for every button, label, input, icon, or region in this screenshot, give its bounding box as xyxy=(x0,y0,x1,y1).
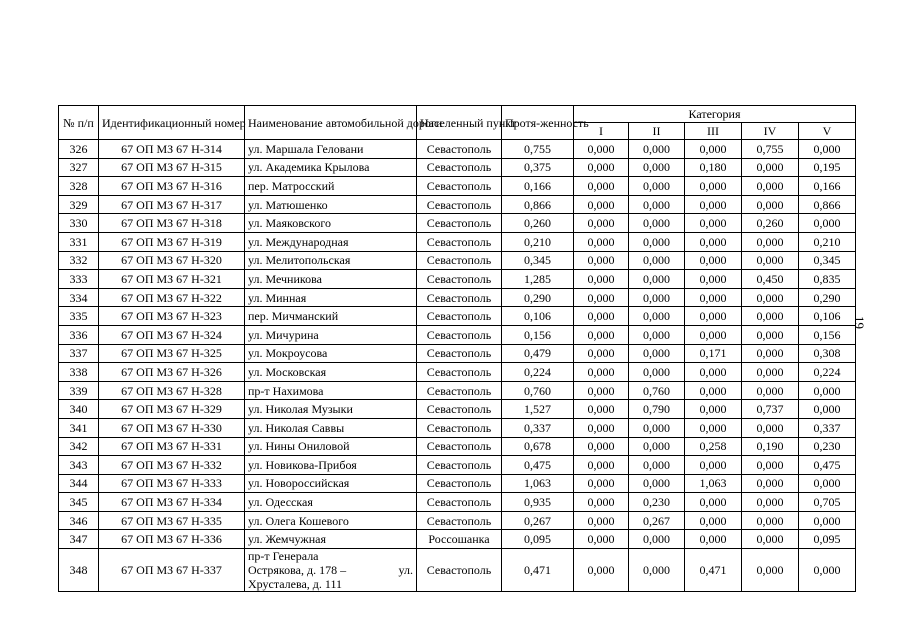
category-iv-value: 0,000 xyxy=(742,325,799,344)
category-iv-value: 0,000 xyxy=(742,530,799,549)
category-i-value: 0,000 xyxy=(574,195,629,214)
table-row xyxy=(59,456,856,475)
col-category-iv-header: IV xyxy=(742,123,799,140)
road-id: 67 ОП МЗ 67 Н-319 xyxy=(99,232,245,251)
category-ii-value: 0,000 xyxy=(629,140,685,159)
road-name: ул. Маяковского xyxy=(245,214,417,233)
category-iv-value: 0,000 xyxy=(742,549,799,592)
category-v-value: 0,156 xyxy=(799,325,856,344)
category-v-value: 0,000 xyxy=(799,474,856,493)
settlement: Севастополь xyxy=(417,195,502,214)
road-length: 0,095 xyxy=(502,530,574,549)
road-name: ул. Новороссийская xyxy=(245,474,417,493)
category-v-value: 0,337 xyxy=(799,418,856,437)
category-ii-value: 0,000 xyxy=(629,251,685,270)
row-number: 347 xyxy=(59,530,99,549)
road-id: 67 ОП МЗ 67 Н-331 xyxy=(99,437,245,456)
row-number: 334 xyxy=(59,288,99,307)
road-id: 67 ОП МЗ 67 Н-328 xyxy=(99,381,245,400)
category-iv-value: 0,000 xyxy=(742,177,799,196)
road-id: 67 ОП МЗ 67 Н-337 xyxy=(99,549,245,592)
category-ii-value: 0,000 xyxy=(629,363,685,382)
category-iv-value: 0,260 xyxy=(742,214,799,233)
category-i-value: 0,000 xyxy=(574,158,629,177)
category-iii-value: 0,000 xyxy=(685,214,742,233)
road-name: ул. Одесская xyxy=(245,493,417,512)
col-length-header: Протя-женность xyxy=(502,106,574,140)
col-category-iii-header: III xyxy=(685,123,742,140)
road-name: ул. Матюшенко xyxy=(245,195,417,214)
category-iv-value: 0,000 xyxy=(742,195,799,214)
settlement: Севастополь xyxy=(417,549,502,592)
road-length: 1,527 xyxy=(502,400,574,419)
category-iii-value: 0,000 xyxy=(685,251,742,270)
category-iii-value: 0,000 xyxy=(685,232,742,251)
category-ii-value: 0,000 xyxy=(629,530,685,549)
row-number: 327 xyxy=(59,158,99,177)
row-number: 336 xyxy=(59,325,99,344)
table-row xyxy=(59,511,856,530)
category-iv-value: 0,755 xyxy=(742,140,799,159)
settlement: Севастополь xyxy=(417,232,502,251)
category-i-value: 0,000 xyxy=(574,177,629,196)
category-ii-value: 0,000 xyxy=(629,288,685,307)
row-number: 332 xyxy=(59,251,99,270)
category-v-value: 0,000 xyxy=(799,381,856,400)
table-row xyxy=(59,195,856,214)
row-number: 348 xyxy=(59,549,99,592)
category-iv-value: 0,000 xyxy=(742,232,799,251)
settlement: Севастополь xyxy=(417,344,502,363)
road-length: 0,166 xyxy=(502,177,574,196)
road-length: 0,345 xyxy=(502,251,574,270)
category-i-value: 0,000 xyxy=(574,344,629,363)
category-i-value: 0,000 xyxy=(574,456,629,475)
settlement: Севастополь xyxy=(417,418,502,437)
category-iv-value: 0,000 xyxy=(742,307,799,326)
road-id: 67 ОП МЗ 67 Н-332 xyxy=(99,456,245,475)
category-ii-value: 0,790 xyxy=(629,400,685,419)
row-number: 338 xyxy=(59,363,99,382)
road-name-line: Хрусталева, д. 111 xyxy=(248,577,343,592)
category-iii-value: 0,000 xyxy=(685,381,742,400)
road-name: ул. Мечникова xyxy=(245,270,417,289)
road-name: пер. Мичманский xyxy=(245,307,417,326)
category-iv-value: 0,000 xyxy=(742,418,799,437)
road-id: 67 ОП МЗ 67 Н-317 xyxy=(99,195,245,214)
category-iv-value: 0,000 xyxy=(742,456,799,475)
col-settlement-header: Населенный пункт xyxy=(417,106,502,140)
category-v-value: 0,000 xyxy=(799,140,856,159)
road-id: 67 ОП МЗ 67 Н-336 xyxy=(99,530,245,549)
row-number: 331 xyxy=(59,232,99,251)
row-number: 337 xyxy=(59,344,99,363)
road-length: 0,471 xyxy=(502,549,574,592)
road-id: 67 ОП МЗ 67 Н-335 xyxy=(99,511,245,530)
road-id: 67 ОП МЗ 67 Н-334 xyxy=(99,493,245,512)
category-i-value: 0,000 xyxy=(574,307,629,326)
row-number: 333 xyxy=(59,270,99,289)
category-iv-value: 0,000 xyxy=(742,344,799,363)
category-v-value: 0,000 xyxy=(799,549,856,592)
category-iv-value: 0,737 xyxy=(742,400,799,419)
road-length: 0,260 xyxy=(502,214,574,233)
table-row xyxy=(59,214,856,233)
road-name-segment: ул. xyxy=(398,563,413,578)
category-i-value: 0,000 xyxy=(574,325,629,344)
road-name: ул. Минная xyxy=(245,288,417,307)
category-iii-value: 0,000 xyxy=(685,511,742,530)
category-v-value: 0,308 xyxy=(799,344,856,363)
col-road-name-header: Наименование автомобильной дороги xyxy=(245,106,417,140)
road-length: 0,337 xyxy=(502,418,574,437)
category-v-value: 0,000 xyxy=(799,400,856,419)
category-iii-value: 0,000 xyxy=(685,493,742,512)
table-row xyxy=(59,288,856,307)
category-iv-value: 0,450 xyxy=(742,270,799,289)
table-row xyxy=(59,251,856,270)
road-length: 0,224 xyxy=(502,363,574,382)
table-row xyxy=(59,493,856,512)
category-iii-value: 0,000 xyxy=(685,177,742,196)
category-ii-value: 0,000 xyxy=(629,549,685,592)
category-iii-value: 0,171 xyxy=(685,344,742,363)
table-row xyxy=(59,344,856,363)
category-iv-value: 0,000 xyxy=(742,363,799,382)
row-number: 342 xyxy=(59,437,99,456)
road-id: 67 ОП МЗ 67 Н-323 xyxy=(99,307,245,326)
row-number: 340 xyxy=(59,400,99,419)
road-name: ул. Московская xyxy=(245,363,417,382)
category-i-value: 0,000 xyxy=(574,511,629,530)
category-i-value: 0,000 xyxy=(574,270,629,289)
road-id: 67 ОП МЗ 67 Н-318 xyxy=(99,214,245,233)
table-row xyxy=(59,437,856,456)
category-iv-value: 0,000 xyxy=(742,381,799,400)
category-v-value: 0,475 xyxy=(799,456,856,475)
table-row xyxy=(59,177,856,196)
category-v-value: 0,290 xyxy=(799,288,856,307)
settlement: Севастополь xyxy=(417,140,502,159)
road-name: ул. Академика Крылова xyxy=(245,158,417,177)
road-name: пр-т Нахимова xyxy=(245,381,417,400)
category-i-value: 0,000 xyxy=(574,437,629,456)
road-name: ул. Маршала Геловани xyxy=(245,140,417,159)
road-length: 0,210 xyxy=(502,232,574,251)
category-i-value: 0,000 xyxy=(574,549,629,592)
settlement: Севастополь xyxy=(417,437,502,456)
category-i-value: 0,000 xyxy=(574,493,629,512)
road-name: ул. Мелитопольская xyxy=(245,251,417,270)
settlement: Севастополь xyxy=(417,381,502,400)
table-row xyxy=(59,325,856,344)
category-iv-value: 0,000 xyxy=(742,288,799,307)
row-number: 343 xyxy=(59,456,99,475)
road-length: 0,755 xyxy=(502,140,574,159)
category-ii-value: 0,000 xyxy=(629,418,685,437)
road-id: 67 ОП МЗ 67 Н-315 xyxy=(99,158,245,177)
road-length: 0,267 xyxy=(502,511,574,530)
row-number: 329 xyxy=(59,195,99,214)
category-i-value: 0,000 xyxy=(574,232,629,251)
col-category-v-header: V xyxy=(799,123,856,140)
category-i-value: 0,000 xyxy=(574,418,629,437)
row-number: 346 xyxy=(59,511,99,530)
category-iv-value: 0,000 xyxy=(742,251,799,270)
category-iii-value: 0,000 xyxy=(685,530,742,549)
table-row xyxy=(59,418,856,437)
settlement: Севастополь xyxy=(417,214,502,233)
road-id: 67 ОП МЗ 67 Н-324 xyxy=(99,325,245,344)
category-ii-value: 0,000 xyxy=(629,214,685,233)
row-number: 335 xyxy=(59,307,99,326)
settlement: Севастополь xyxy=(417,400,502,419)
category-ii-value: 0,760 xyxy=(629,381,685,400)
category-iii-value: 0,000 xyxy=(685,456,742,475)
category-iii-value: 0,000 xyxy=(685,307,742,326)
table-row xyxy=(59,530,856,549)
row-number: 326 xyxy=(59,140,99,159)
road-length: 0,760 xyxy=(502,381,574,400)
table-row xyxy=(59,270,856,289)
road-id: 67 ОП МЗ 67 Н-330 xyxy=(99,418,245,437)
road-name: ул. Николая Музыки xyxy=(245,400,417,419)
category-v-value: 0,195 xyxy=(799,158,856,177)
road-id: 67 ОП МЗ 67 Н-314 xyxy=(99,140,245,159)
settlement: Севастополь xyxy=(417,511,502,530)
category-v-value: 0,705 xyxy=(799,493,856,512)
category-i-value: 0,000 xyxy=(574,363,629,382)
road-length: 0,290 xyxy=(502,288,574,307)
category-iii-value: 0,000 xyxy=(685,288,742,307)
road-name: ул. Мичурина xyxy=(245,325,417,344)
category-i-value: 0,000 xyxy=(574,400,629,419)
category-iii-value: 0,000 xyxy=(685,363,742,382)
road-name xyxy=(245,549,417,592)
category-iii-value: 0,471 xyxy=(685,549,742,592)
road-length: 0,475 xyxy=(502,456,574,475)
table-row xyxy=(59,400,856,419)
row-number: 328 xyxy=(59,177,99,196)
road-length: 0,866 xyxy=(502,195,574,214)
category-i-value: 0,000 xyxy=(574,474,629,493)
road-length: 0,678 xyxy=(502,437,574,456)
table-row xyxy=(59,363,856,382)
road-name-line xyxy=(248,563,413,577)
road-name: ул. Олега Кошевого xyxy=(245,511,417,530)
category-ii-value: 0,000 xyxy=(629,325,685,344)
road-id: 67 ОП МЗ 67 Н-329 xyxy=(99,400,245,419)
road-id: 67 ОП МЗ 67 Н-321 xyxy=(99,270,245,289)
road-length: 0,156 xyxy=(502,325,574,344)
settlement: Севастополь xyxy=(417,158,502,177)
table-row xyxy=(59,232,856,251)
category-iii-value: 0,180 xyxy=(685,158,742,177)
road-id: 67 ОП МЗ 67 Н-316 xyxy=(99,177,245,196)
road-name: ул. Международная xyxy=(245,232,417,251)
row-number: 330 xyxy=(59,214,99,233)
category-ii-value: 0,230 xyxy=(629,493,685,512)
category-iii-value: 0,000 xyxy=(685,140,742,159)
col-category-header: Категория xyxy=(574,106,856,123)
road-name: ул. Мокроусова xyxy=(245,344,417,363)
row-number: 344 xyxy=(59,474,99,493)
category-ii-value: 0,267 xyxy=(629,511,685,530)
category-iv-value: 0,190 xyxy=(742,437,799,456)
category-ii-value: 0,000 xyxy=(629,307,685,326)
category-i-value: 0,000 xyxy=(574,288,629,307)
category-v-value: 0,106 xyxy=(799,307,856,326)
settlement: Севастополь xyxy=(417,474,502,493)
settlement: Севастополь xyxy=(417,307,502,326)
category-ii-value: 0,000 xyxy=(629,437,685,456)
category-ii-value: 0,000 xyxy=(629,195,685,214)
category-i-value: 0,000 xyxy=(574,251,629,270)
table-row xyxy=(59,474,856,493)
col-number-header: № п/п xyxy=(59,106,99,140)
category-v-value: 0,000 xyxy=(799,214,856,233)
road-id: 67 ОП МЗ 67 Н-322 xyxy=(99,288,245,307)
category-iii-value: 0,000 xyxy=(685,325,742,344)
row-number: 341 xyxy=(59,418,99,437)
category-iii-value: 0,000 xyxy=(685,270,742,289)
page-number: 19 xyxy=(852,316,867,329)
category-v-value: 0,210 xyxy=(799,232,856,251)
table-row xyxy=(59,140,856,159)
table-row xyxy=(59,381,856,400)
settlement: Севастополь xyxy=(417,456,502,475)
category-ii-value: 0,000 xyxy=(629,344,685,363)
category-ii-value: 0,000 xyxy=(629,177,685,196)
road-length: 0,106 xyxy=(502,307,574,326)
road-length: 0,935 xyxy=(502,493,574,512)
road-id: 67 ОП МЗ 67 Н-320 xyxy=(99,251,245,270)
table-body xyxy=(59,140,856,592)
settlement: Севастополь xyxy=(417,251,502,270)
settlement: Севастополь xyxy=(417,325,502,344)
category-v-value: 0,095 xyxy=(799,530,856,549)
category-i-value: 0,000 xyxy=(574,140,629,159)
category-v-value: 0,345 xyxy=(799,251,856,270)
roads-table xyxy=(58,105,856,592)
category-iii-value: 0,000 xyxy=(685,418,742,437)
category-ii-value: 0,000 xyxy=(629,158,685,177)
category-iii-value: 0,258 xyxy=(685,437,742,456)
category-iii-value: 0,000 xyxy=(685,195,742,214)
road-length: 0,479 xyxy=(502,344,574,363)
col-category-ii-header: II xyxy=(629,123,685,140)
settlement: Севастополь xyxy=(417,270,502,289)
road-name: ул. Жемчужная xyxy=(245,530,417,549)
category-v-value: 0,866 xyxy=(799,195,856,214)
category-i-value: 0,000 xyxy=(574,381,629,400)
road-name-segment: Острякова, д. 178 – xyxy=(248,563,347,578)
road-name: ул. Нины Ониловой xyxy=(245,437,417,456)
col-category-i-header: I xyxy=(574,123,629,140)
category-v-value: 0,166 xyxy=(799,177,856,196)
category-v-value: 0,230 xyxy=(799,437,856,456)
settlement: Россошанка xyxy=(417,530,502,549)
category-i-value: 0,000 xyxy=(574,214,629,233)
category-iv-value: 0,000 xyxy=(742,474,799,493)
category-iii-value: 1,063 xyxy=(685,474,742,493)
category-iii-value: 0,000 xyxy=(685,400,742,419)
row-number: 345 xyxy=(59,493,99,512)
category-i-value: 0,000 xyxy=(574,530,629,549)
category-ii-value: 0,000 xyxy=(629,270,685,289)
category-v-value: 0,000 xyxy=(799,511,856,530)
road-id: 67 ОП МЗ 67 Н-326 xyxy=(99,363,245,382)
category-iv-value: 0,000 xyxy=(742,493,799,512)
category-v-value: 0,224 xyxy=(799,363,856,382)
settlement: Севастополь xyxy=(417,177,502,196)
category-iv-value: 0,000 xyxy=(742,158,799,177)
settlement: Севастополь xyxy=(417,363,502,382)
road-length: 1,285 xyxy=(502,270,574,289)
road-id: 67 ОП МЗ 67 Н-325 xyxy=(99,344,245,363)
road-name: ул. Новикова-Прибоя xyxy=(245,456,417,475)
category-iv-value: 0,000 xyxy=(742,511,799,530)
road-id: 67 ОП МЗ 67 Н-333 xyxy=(99,474,245,493)
table-row xyxy=(59,549,856,592)
table-header xyxy=(59,106,856,140)
road-name: ул. Николая Саввы xyxy=(245,418,417,437)
category-ii-value: 0,000 xyxy=(629,456,685,475)
category-ii-value: 0,000 xyxy=(629,232,685,251)
category-ii-value: 0,000 xyxy=(629,474,685,493)
col-id-header: Идентификационный номер xyxy=(99,106,245,140)
road-name: пер. Матросский xyxy=(245,177,417,196)
settlement: Севастополь xyxy=(417,493,502,512)
road-length: 1,063 xyxy=(502,474,574,493)
category-v-value: 0,835 xyxy=(799,270,856,289)
table-row xyxy=(59,307,856,326)
road-length: 0,375 xyxy=(502,158,574,177)
row-number: 339 xyxy=(59,381,99,400)
table-row xyxy=(59,158,856,177)
settlement: Севастополь xyxy=(417,288,502,307)
road-name-line: пр-т Генерала xyxy=(248,549,319,564)
